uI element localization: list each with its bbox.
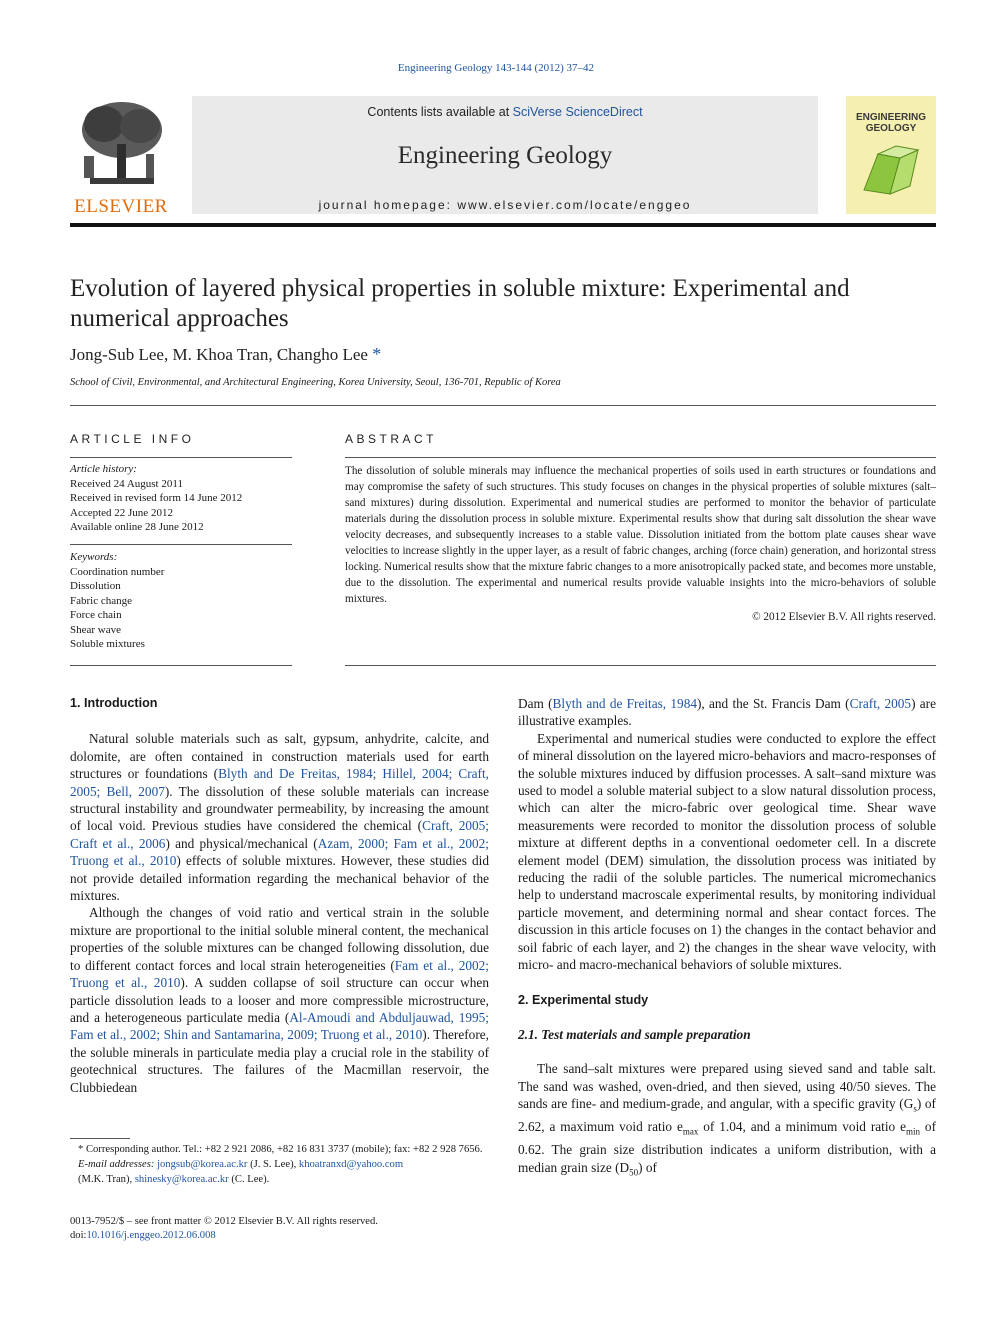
email-link[interactable]: khoatranxd@yahoo.com bbox=[298, 1159, 404, 1170]
article-history bbox=[70, 462, 292, 535]
abstract-bottom-rule bbox=[345, 665, 936, 666]
keywords-list bbox=[70, 550, 292, 652]
citation-link[interactable]: Craft, 2005 bbox=[849, 696, 912, 711]
subscript: 50 bbox=[629, 1167, 639, 1178]
article-info-heading: ARTICLE INFO bbox=[70, 432, 195, 446]
online-date: Available online 28 June 2012 bbox=[70, 521, 204, 533]
corresponding-author-mark[interactable]: * bbox=[372, 344, 382, 364]
materials-paragraph-1 bbox=[518, 1060, 936, 1181]
cover-graphic-icon bbox=[860, 140, 922, 196]
sciencedirect-link[interactable]: SciVerse ScienceDirect bbox=[512, 105, 643, 119]
title-rule bbox=[70, 405, 936, 406]
keyword: Fabric change bbox=[70, 594, 132, 607]
subscript: min bbox=[906, 1126, 921, 1137]
citation-link[interactable]: Al-Amoudi and Abduljauwad, 1995; Fam et al., 2002; Shin and Santamarina, 2009; Truong et al., 2010 bbox=[70, 1009, 489, 1043]
info-rule bbox=[70, 457, 292, 458]
issn-block bbox=[70, 1215, 489, 1243]
history-label: Article history: bbox=[70, 463, 137, 475]
citation-link[interactable]: Craft, 2005; Craft et al., 2006 bbox=[70, 818, 489, 851]
text-run: ). The dissolution of these soluble materials can increase structural instability and groundwater permeability, by increasing the amount of local void. Previous studies have considered the chemical ( bbox=[70, 783, 489, 834]
cover-title bbox=[846, 112, 936, 134]
keyword: Coordination number bbox=[70, 565, 165, 578]
journal-homepage-link[interactable]: journal homepage: www.elsevier.com/locate/enggeo bbox=[318, 198, 692, 212]
abstract-heading: ABSTRACT bbox=[345, 432, 438, 446]
keywords-label: Keywords: bbox=[70, 551, 118, 563]
text-run: (J. S. Lee), bbox=[247, 1159, 299, 1170]
keyword: Dissolution bbox=[70, 580, 121, 592]
email-addresses bbox=[70, 1157, 489, 1187]
contents-line bbox=[192, 105, 818, 119]
doi-line bbox=[70, 1229, 489, 1243]
doi-link[interactable]: 10.1016/j.enggeo.2012.06.008 bbox=[86, 1230, 216, 1241]
email-link[interactable]: shinesky@korea.ac.kr bbox=[134, 1174, 229, 1185]
text-run: ). A sudden collapse of soil structure can occur when particle dissolution leads to a looser and more compressible microstructure, and a heterogeneous particulate media ( bbox=[70, 975, 489, 1025]
text-run: Natural soluble materials such as salt, gypsum, anhydrite, calcite, and dolomite, are often contained in construction materials used for earth structures or foundations ( bbox=[70, 731, 489, 782]
elsevier-logo[interactable] bbox=[70, 96, 172, 216]
citation-link[interactable]: Fam et al., 2002; Truong et al., 2010 bbox=[70, 957, 489, 991]
body-column-right bbox=[518, 695, 936, 1182]
abstract-rule bbox=[345, 457, 936, 458]
text-run: ) and physical/mechanical ( bbox=[165, 835, 318, 851]
issn-line: 0013-7952/$ – see front matter © 2012 Elsevier B.V. All rights reserved. bbox=[70, 1216, 378, 1227]
email-link[interactable]: jongsub@korea.ac.kr bbox=[157, 1159, 248, 1170]
article-title bbox=[70, 274, 936, 334]
text-run: ) are illustrative examples. bbox=[518, 696, 936, 729]
info-bottom-rule bbox=[70, 665, 292, 666]
text-run: Although the changes of void ratio and vertical strain in the soluble mixture are proportional to the initial soluble mineral content, the mechanical properties of the soluble mixtures can be changed following dissolution, due to different contact forces and local strain heterogeneities ( bbox=[70, 905, 489, 973]
text-run: ) of bbox=[638, 1159, 657, 1175]
affiliation: School of Civil, Environmental, and Architectural Engineering, Korea University, Seoul, 136-701, Republic of Korea bbox=[70, 377, 561, 388]
contents-prefix: Contents lists available at bbox=[367, 105, 513, 119]
intro-paragraph-2-continued bbox=[518, 695, 936, 730]
intro-paragraph-1 bbox=[70, 730, 489, 904]
text-run: ), and the St. Francis Dam ( bbox=[697, 696, 850, 711]
footnotes bbox=[70, 1142, 489, 1187]
keyword: Shear wave bbox=[70, 623, 122, 636]
author-list bbox=[70, 344, 936, 365]
subscript: max bbox=[682, 1126, 699, 1137]
text-run: of 0.62. The grain size distribution indicates a uniform distribution, with a median grain size (D bbox=[518, 1119, 936, 1175]
accepted-date: Accepted 22 June 2012 bbox=[70, 506, 173, 519]
text-run: ) of 2.62, a maximum void ratio e bbox=[518, 1096, 936, 1135]
received-date: Received 24 August 2011 bbox=[70, 477, 183, 490]
subscript: s bbox=[913, 1103, 917, 1114]
keywords-rule bbox=[70, 544, 292, 545]
copyright-notice: © 2012 Elsevier B.V. All rights reserved. bbox=[752, 611, 936, 623]
citation-link[interactable]: Azam, 2000; Fam et al., 2002; Truong et al., 2010 bbox=[70, 835, 489, 869]
body-column-left bbox=[70, 695, 489, 1096]
journal-cover-thumbnail[interactable] bbox=[846, 96, 936, 214]
citation-link[interactable]: Blyth and de Freitas, 1984 bbox=[552, 696, 697, 711]
authors-text: Jong-Sub Lee, M. Khoa Tran, Changho Lee bbox=[70, 345, 368, 364]
text-run: of 1.04, and a minimum void ratio e bbox=[698, 1119, 906, 1135]
text-run: ). Therefore, the soluble minerals in particulate media play a crucial role in the stability of geotechnical structures. The failures of the Macmillan reservoir, the Clubbiedean bbox=[70, 1027, 489, 1095]
intro-paragraph-2 bbox=[70, 904, 489, 1095]
corresponding-author-note: * Corresponding author. Tel.: +82 2 921 2086, +82 16 831 3737 (mobile); fax: +82 2 928 7656. bbox=[78, 1144, 483, 1155]
doi-label: doi: bbox=[70, 1230, 87, 1241]
footnote-rule bbox=[70, 1138, 130, 1139]
section-heading-introduction: 1. Introduction bbox=[70, 696, 158, 710]
elsevier-tree-icon bbox=[70, 96, 172, 192]
text-run: (M.K. Tran), bbox=[78, 1174, 135, 1185]
journal-citation[interactable]: Engineering Geology 143-144 (2012) 37–42 bbox=[397, 62, 595, 74]
citation-link[interactable]: Blyth and De Freitas, 1984; Hillel, 2004; Craft, 2005; Bell, 2007 bbox=[70, 766, 489, 799]
text-run: (C. Lee). bbox=[228, 1174, 270, 1185]
keyword: Soluble mixtures bbox=[70, 638, 145, 650]
cover-title-line2: GEOLOGY bbox=[865, 123, 917, 134]
article-title-line1: Evolution of layered physical properties in soluble mixture: Experimental and bbox=[70, 275, 850, 302]
abstract-text: The dissolution of soluble minerals may influence the mechanical properties of soils used in earth structures or foundations and may compromise the safety of such structures. This study focuses on changes in the physical properties of soluble mixtures (salt–sand mixtures) during dissolution. Experimental and numerical studies are performed to monitor the behavior of particulate materials during the dissolution process in soluble mixture. Experimental results show that during salt dissolution the shear wave velocity decreases, and subsequently increases to a stable value. Dissolution initiated from the bottom plate causes shear wave velocities to increase slightly in the upper layer, as a result of fabric changes, arching (force chain) generation, and horizontal stress locking. Numerical results show that the mixture fabric changes to a more anisotropically packed state, and becomes more unstable, due to the dissolution. The experimental and numerical results provide valuable insights into the micro-behaviors of soluble mixtures. bbox=[345, 465, 936, 605]
journal-name: Engineering Geology bbox=[397, 142, 613, 169]
text-run: Dam ( bbox=[518, 696, 553, 711]
text-run: The sand–salt mixtures were prepared using sieved sand and table salt. The sand was washed, oven-dried, and then sieved, using 40/50 sieves. The sands are fine- and medium-grade, and angular, with a specific gravity (G bbox=[518, 1061, 936, 1112]
keyword: Force chain bbox=[70, 609, 122, 621]
revised-date: Received in revised form 14 June 2012 bbox=[70, 492, 243, 504]
text-run: ) effects of soluble mixtures. However, these studies did not provide detailed information regarding the mechanical behavior of the mixtures. bbox=[70, 853, 489, 904]
article-title-line2: numerical approaches bbox=[70, 305, 289, 332]
elsevier-wordmark: ELSEVIER bbox=[74, 196, 168, 217]
journal-masthead bbox=[192, 96, 818, 214]
header-rule bbox=[70, 223, 936, 227]
email-label: E-mail addresses: bbox=[78, 1159, 158, 1170]
intro-paragraph-3: Experimental and numerical studies were conducted to explore the effect of mineral dissolution on the layered micro-behaviors and macro-responses of the soluble mixtures induced by diffusion processes. A salt–sand mixture was used to model a soluble material subject to a slow natural dissolution process, which can alter the micro-fabric over geological time. Shear wave measurements were recorded to monitor the dissolution process of soluble mixture at different depths in a conventional oedometer cell. In a discrete element model (DEM) simulation, the dissolution process was initiated by reducing the radii of the soluble particles. The numerical micromechanics help to understand macroscale experimental results, by monitoring individual particle movement, and determining normal and shear contact forces. The discussion in this article focuses on 1) the changes in the contact behavior and soil fabric of each layer, and 2) the changes in the shear wave velocity, with micro- and macro-mechanical behaviors of soluble mixtures. bbox=[518, 730, 936, 973]
abstract-body bbox=[345, 463, 936, 625]
section-heading-experimental-study: 2. Experimental study bbox=[518, 992, 649, 1007]
cover-title-line1: ENGINEERING bbox=[855, 112, 926, 123]
subsection-heading-test-materials: 2.1. Test materials and sample preparation bbox=[518, 1026, 751, 1042]
